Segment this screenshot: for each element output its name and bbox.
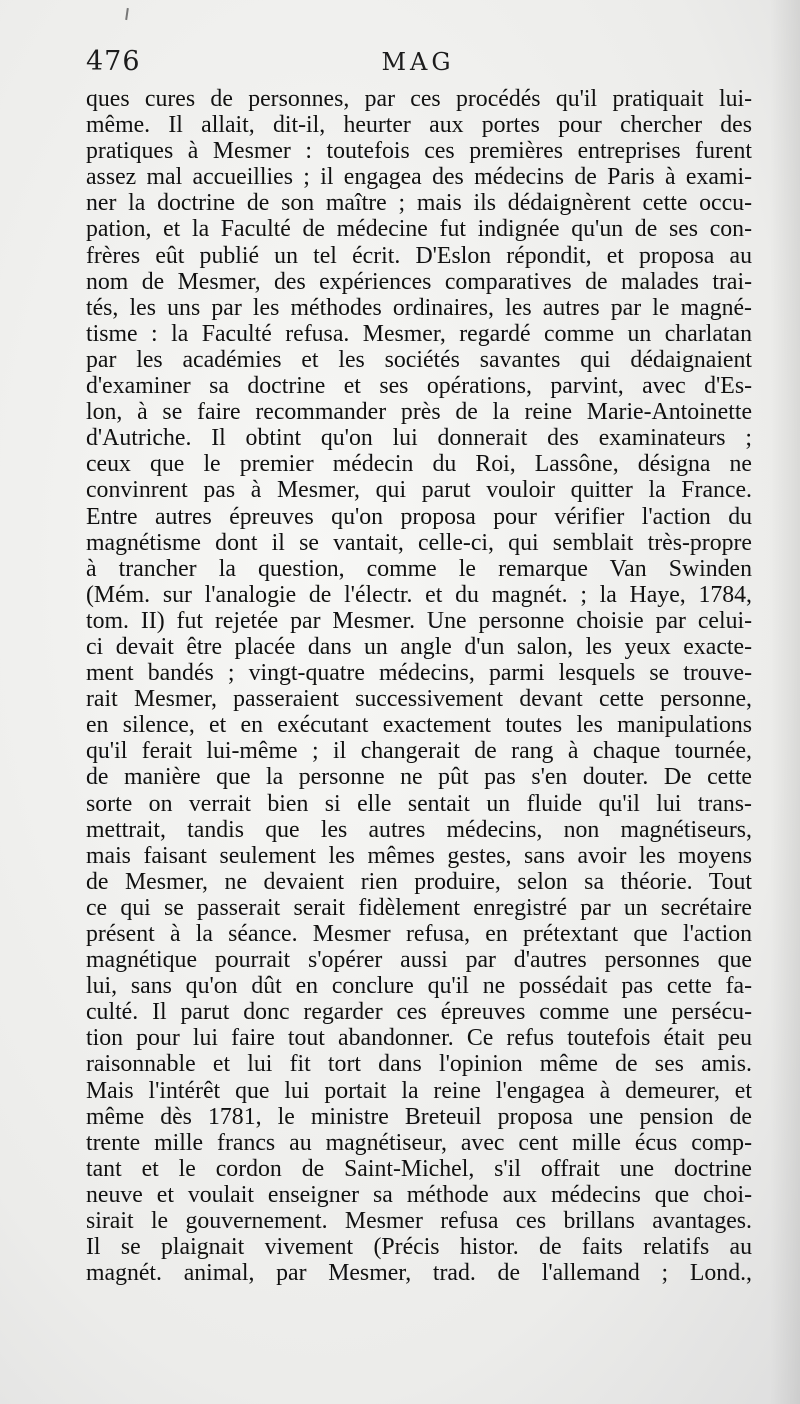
text-line: en silence, et en exécutant exactement toutes les manipulations <box>86 712 752 739</box>
text-line: raisonnable et lui fit tort dans l'opinion même de ses amis. <box>86 1051 752 1078</box>
text-line: ceux que le premier médecin du Roi, Lassône, désigna ne <box>86 451 752 478</box>
text-line: ment bandés ; vingt-quatre médecins, parmi lesquels se trouve- <box>86 660 752 687</box>
text-line: ner la doctrine de son maître ; mais ils dédaignèrent cette occu- <box>86 190 752 217</box>
text-line: même. Il allait, dit-il, heurter aux portes pour chercher des <box>86 112 752 139</box>
text-line: de manière que la personne ne pût pas s'en douter. De cette <box>86 764 752 791</box>
text-line: par les académies et les sociétés savantes qui dédaignaient <box>86 346 752 373</box>
text-line: d'examiner sa doctrine et ses opérations, parvint, avec d'Es- <box>86 373 752 400</box>
body-text <box>86 86 752 1286</box>
text-line: trente mille francs au magnétiseur, avec cent mille écus comp- <box>86 1129 752 1156</box>
text-line: rait Mesmer, passeraient successivement devant cette personne, <box>86 686 752 713</box>
text-line: tant et le cordon de Saint-Michel, s'il offrait une doctrine <box>86 1155 752 1182</box>
page-edge-shade <box>770 0 800 1404</box>
text-line: magnét. animal, par Mesmer, trad. de l'allemand ; Lond., <box>86 1260 752 1287</box>
text-line: à trancher la question, comme le remarque Van Swinden <box>86 555 752 582</box>
text-line: pation, et la Faculté de médecine fut indignée qu'un de ses con- <box>86 216 752 243</box>
text-line: nom de Mesmer, des expériences comparatives de malades trai- <box>86 268 752 295</box>
page-header <box>86 46 750 86</box>
text-line: lon, à se faire recommander près de la reine Marie-Antoinette <box>86 399 752 426</box>
text-line: (Mém. sur l'analogie de l'électr. et du magnét. ; la Haye, 1784, <box>86 581 752 608</box>
text-line: neuve et voulait enseigner sa méthode aux médecins que choi- <box>86 1181 752 1208</box>
text-line: ques cures de personnes, par ces procédés qu'il pratiquait lui- <box>86 86 752 112</box>
text-line: qu'il ferait lui-même ; il changerait de rang à chaque tournée, <box>86 738 752 765</box>
text-line: tion pour lui faire tout abandonner. Ce refus toutefois était peu <box>86 1025 752 1052</box>
page-number: 476 <box>86 46 141 77</box>
text-line: tés, les uns par les méthodes ordinaires, les autres par le magné- <box>86 294 752 321</box>
text-line: sorte on verrait bien si elle sentait un fluide qu'il lui trans- <box>86 790 752 817</box>
text-line: d'Autriche. Il obtint qu'on lui donnerait des examinateurs ; <box>86 425 752 452</box>
text-line: sirait le gouvernement. Mesmer refusa ces brillans avantages. <box>86 1208 752 1235</box>
text-line: tom. II) fut rejetée par Mesmer. Une personne choisie par celui- <box>86 607 752 634</box>
text-line: assez mal accueillies ; il engagea des médecins de Paris à exami- <box>86 164 752 191</box>
text-line: ce qui se passerait serait fidèlement enregistré par un secrétaire <box>86 894 752 921</box>
text-line: magnétique pourrait s'opérer aussi par d'autres personnes que <box>86 947 752 974</box>
text-line: culté. Il parut donc regarder ces épreuves comme une persécu- <box>86 999 752 1026</box>
margin-mark <box>125 8 129 20</box>
text-line: lui, sans qu'on dût en conclure qu'il ne possédait pas cette fa- <box>86 973 752 1000</box>
text-line: tisme : la Faculté refusa. Mesmer, regardé comme un charlatan <box>86 320 752 347</box>
text-line: magnétisme dont il se vantait, celle-ci, qui semblait très-propre <box>86 529 752 556</box>
text-line: de Mesmer, ne devaient rien produire, selon sa théorie. Tout <box>86 868 752 895</box>
text-line: mettrait, tandis que les autres médecins, non magnétiseurs, <box>86 816 752 843</box>
running-head: MAG <box>381 48 455 76</box>
text-line: même dès 1781, le ministre Breteuil proposa une pension de <box>86 1103 752 1130</box>
text-line: convinrent pas à Mesmer, qui parut vouloir quitter la France. <box>86 477 752 504</box>
text-line: pratiques à Mesmer : toutefois ces premières entreprises furent <box>86 138 752 165</box>
text-line: mais faisant seulement les mêmes gestes, sans avoir les moyens <box>86 842 752 869</box>
text-line: Entre autres épreuves qu'on proposa pour vérifier l'action du <box>86 503 752 530</box>
text-line: Il se plaignait vivement (Précis histor. de faits relatifs au <box>86 1234 752 1261</box>
text-line: présent à la séance. Mesmer refusa, en prétextant que l'action <box>86 921 752 947</box>
text-line: Mais l'intérêt que lui portait la reine l'engagea à demeurer, et <box>86 1077 752 1104</box>
text-line: ci devait être placée dans un angle d'un salon, les yeux exacte- <box>86 633 752 660</box>
text-line: frères eût publié un tel écrit. D'Eslon répondit, et proposa au <box>86 242 752 269</box>
